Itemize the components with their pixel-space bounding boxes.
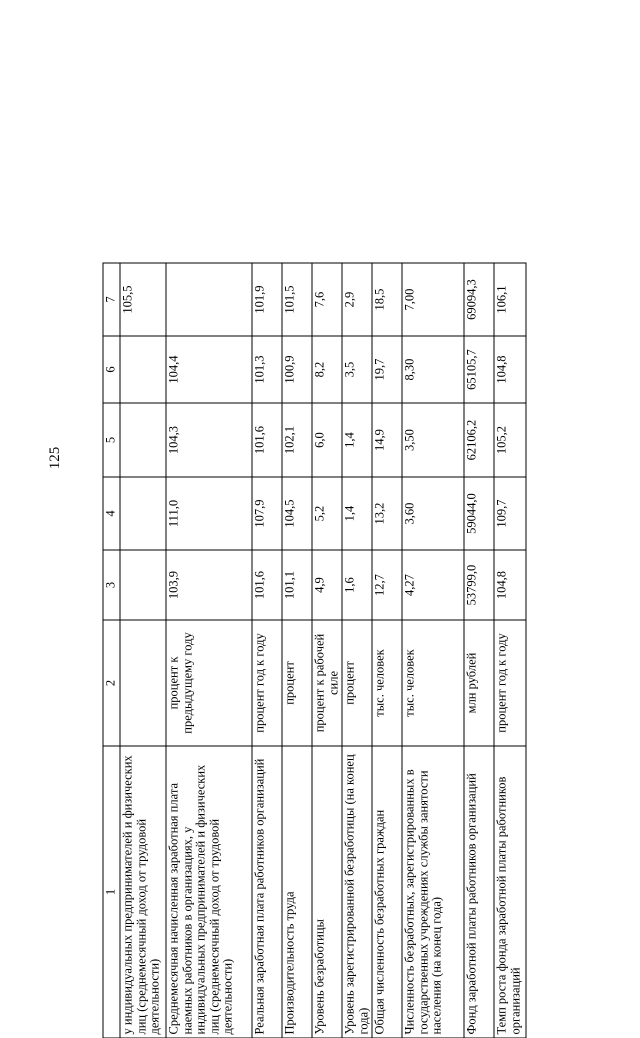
indicator-cell: Уровень зарегистрированной безработицы (на конец года) <box>342 746 372 1038</box>
indicators-table <box>102 262 526 1038</box>
unit-cell: тыс. человек <box>402 620 464 746</box>
unit-cell: процент год к году <box>494 620 526 746</box>
value-cell: 107,9 <box>252 477 282 550</box>
value-cell: 104,3 <box>166 403 252 477</box>
value-cell: 62106,2 <box>464 403 494 477</box>
table-row <box>312 263 342 1038</box>
value-cell: 106,1 <box>494 263 526 336</box>
column-header: 7 <box>103 263 120 336</box>
table-row <box>402 263 464 1038</box>
column-header: 4 <box>103 477 120 550</box>
value-cell: 109,7 <box>494 477 526 550</box>
value-cell: 3,5 <box>342 336 372 403</box>
value-cell: 1,4 <box>342 477 372 550</box>
table-row <box>464 263 494 1038</box>
table-row <box>252 263 282 1038</box>
indicator-cell: Численность безработных, зарегистрированных в государственных учреждениях службы занятости населения (на конец года) <box>402 746 464 1038</box>
unit-cell: тыс. человек <box>372 620 402 746</box>
value-cell: 4,9 <box>312 550 342 620</box>
column-header: 6 <box>103 336 120 403</box>
value-cell: 101,1 <box>282 550 312 620</box>
column-header: 2 <box>103 620 120 746</box>
rotated-table-wrapper <box>102 263 522 1038</box>
page-number: 125 <box>47 446 63 470</box>
unit-cell: процент <box>342 620 372 746</box>
value-cell <box>120 550 166 620</box>
value-cell: 2,9 <box>342 263 372 336</box>
value-cell <box>120 403 166 477</box>
value-cell: 104,8 <box>494 550 526 620</box>
value-cell: 101,6 <box>252 403 282 477</box>
value-cell: 104,5 <box>282 477 312 550</box>
value-cell: 101,9 <box>252 263 282 336</box>
value-cell: 102,1 <box>282 403 312 477</box>
indicator-cell: Фонд заработной платы работников организаций <box>464 746 494 1038</box>
value-cell: 13,2 <box>372 477 402 550</box>
indicator-cell: Темп роста фонда заработной платы работников организаций <box>494 746 526 1038</box>
value-cell: 69094,3 <box>464 263 494 336</box>
value-cell: 100,9 <box>282 336 312 403</box>
value-cell: 19,7 <box>372 336 402 403</box>
unit-cell: млн рублей <box>464 620 494 746</box>
column-header: 1 <box>103 746 120 1038</box>
indicator-cell: у индивидуальных предпринимателей и физических лиц (среднемесячный доход от трудовой деятельности) <box>120 746 166 1038</box>
value-cell <box>120 336 166 403</box>
value-cell: 104,4 <box>166 336 252 403</box>
value-cell: 53799,0 <box>464 550 494 620</box>
unit-cell: процент к предыдущему году <box>166 620 252 746</box>
table-row <box>372 263 402 1038</box>
unit-cell: процент к рабочей силе <box>312 620 342 746</box>
indicator-cell: Среднемесячная начисленная заработная плата наемных работников в организациях, у индивидуальных предпринимателей и физических лиц (среднемесячный доход от трудовой деятельности) <box>166 746 252 1038</box>
table-row <box>494 263 526 1038</box>
value-cell: 8,2 <box>312 336 342 403</box>
table-row <box>342 263 372 1038</box>
value-cell: 7,00 <box>402 263 464 336</box>
unit-cell <box>120 620 166 746</box>
value-cell: 101,5 <box>282 263 312 336</box>
value-cell: 65105,7 <box>464 336 494 403</box>
value-cell: 4,27 <box>402 550 464 620</box>
indicator-cell: Производительность труда <box>282 746 312 1038</box>
value-cell: 7,6 <box>312 263 342 336</box>
value-cell: 1,6 <box>342 550 372 620</box>
value-cell: 3,50 <box>402 403 464 477</box>
value-cell: 104,8 <box>494 336 526 403</box>
value-cell: 1,4 <box>342 403 372 477</box>
value-cell <box>166 263 252 336</box>
indicator-cell: Уровень безработицы <box>312 746 342 1038</box>
column-header: 5 <box>103 403 120 477</box>
indicator-cell: Общая численность безработных граждан <box>372 746 402 1038</box>
value-cell: 5,2 <box>312 477 342 550</box>
indicator-cell: Реальная заработная плата работников организаций <box>252 746 282 1038</box>
table-row <box>166 263 252 1038</box>
value-cell: 8,30 <box>402 336 464 403</box>
value-cell: 3,60 <box>402 477 464 550</box>
value-cell: 101,6 <box>252 550 282 620</box>
unit-cell: процент год к году <box>252 620 282 746</box>
value-cell <box>120 477 166 550</box>
column-header: 3 <box>103 550 120 620</box>
value-cell: 18,5 <box>372 263 402 336</box>
unit-cell: процент <box>282 620 312 746</box>
value-cell: 14,9 <box>372 403 402 477</box>
value-cell: 6,0 <box>312 403 342 477</box>
table-row <box>282 263 312 1038</box>
value-cell: 101,3 <box>252 336 282 403</box>
value-cell: 103,9 <box>166 550 252 620</box>
value-cell: 59044,0 <box>464 477 494 550</box>
value-cell: 12,7 <box>372 550 402 620</box>
value-cell: 111,0 <box>166 477 252 550</box>
table-header-row <box>103 263 120 1038</box>
value-cell: 105,5 <box>120 263 166 336</box>
table-row <box>120 263 166 1038</box>
value-cell: 105,2 <box>494 403 526 477</box>
